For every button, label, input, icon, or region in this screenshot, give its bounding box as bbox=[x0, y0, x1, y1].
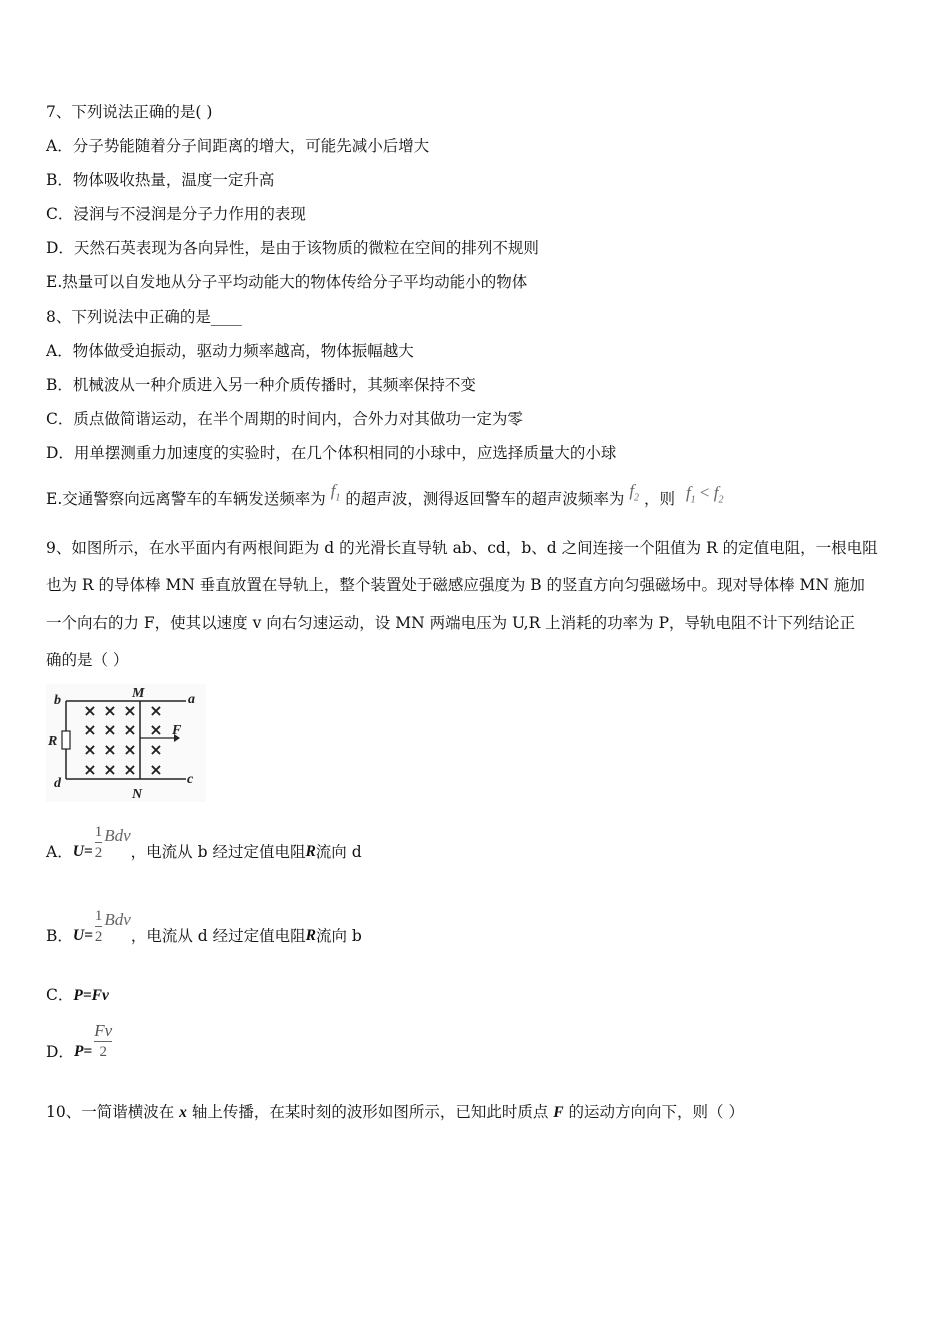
cmp-f1-subscript: 1 bbox=[690, 494, 696, 506]
q8-e-part3: ，则 bbox=[643, 490, 675, 508]
option-d-label: D． bbox=[46, 1043, 74, 1061]
q10-text1: 10、一简谐横波在 bbox=[46, 1103, 180, 1121]
q7-option-d: D．天然石英表现为各向异性，是由于该物质的微粒在空间的排列不规则 bbox=[46, 239, 539, 257]
fraction-bar bbox=[94, 1041, 112, 1042]
option-d-fraction bbox=[94, 1022, 112, 1061]
q10-f: F bbox=[553, 1104, 564, 1121]
field-cross: × bbox=[83, 701, 97, 720]
field-cross: × bbox=[149, 740, 163, 759]
q8-e-part1: E.交通警察向远离警车的车辆发送频率为 bbox=[46, 490, 326, 508]
field-cross: × bbox=[103, 740, 117, 759]
field-cross: × bbox=[149, 720, 163, 739]
option-a-text1: ，电流从 b 经过定值电阻 bbox=[130, 843, 306, 861]
q10-stem bbox=[46, 1101, 744, 1124]
option-b-r: R bbox=[305, 927, 316, 944]
label-d: d bbox=[54, 776, 61, 791]
field-cross: × bbox=[83, 720, 97, 739]
q7-option-a: A．分子势能随着分子间距离的增大，可能先减小后增大 bbox=[46, 137, 430, 155]
fraction-numerator: 1 bbox=[94, 907, 103, 924]
field-cross: × bbox=[103, 701, 117, 720]
q7-option-b: B．物体吸收热量，温度一定升高 bbox=[46, 171, 275, 189]
q9-stem-line2: 也为 R 的导体棒 MN 垂直放置在导轨上，整个装置处于磁感应强度为 B 的竖直方向匀强磁场中。现对导体棒 MN 施加 bbox=[46, 576, 865, 594]
q8-e-f2 bbox=[629, 481, 640, 504]
field-cross: × bbox=[123, 740, 137, 759]
option-a-r: R bbox=[305, 843, 316, 860]
fraction-bar bbox=[95, 926, 103, 927]
fraction-numerator: 1 bbox=[94, 823, 103, 840]
rail-circuit-figure bbox=[46, 684, 206, 802]
fraction-denominator: 2 bbox=[99, 1043, 107, 1060]
label-m: M bbox=[132, 686, 145, 701]
q8-option-e bbox=[46, 481, 724, 517]
resistor bbox=[62, 731, 70, 749]
q8-e-part2: 的超声波，测得返回警车的超声波频率为 bbox=[345, 490, 625, 508]
q7-option-e: E.热量可以自发地从分子平均动能大的物体传给分子平均动能小的物体 bbox=[46, 273, 528, 291]
option-b-expr: Bdv bbox=[104, 910, 131, 929]
option-b-text2: 流向 b bbox=[315, 927, 362, 945]
option-d-var: P= bbox=[73, 1043, 93, 1060]
q7-stem: 7、下列说法正确的是( ) bbox=[46, 103, 213, 121]
q8-option-d: D．用单摆测重力加速度的实验时，在几个体积相同的小球中，应选择质量大的小球 bbox=[46, 444, 617, 462]
option-c-expr: P=Fv bbox=[73, 987, 109, 1004]
option-a-text2: 流向 d bbox=[315, 843, 362, 861]
f2-subscript: 2 bbox=[634, 492, 640, 504]
q9-option-c bbox=[46, 984, 109, 1007]
q8-option-c: C．质点做简谐运动，在半个周期的时间内，合外力对其做功一定为零 bbox=[46, 410, 523, 428]
f2-symbol: f bbox=[629, 481, 635, 500]
option-b-text1: ，电流从 d 经过定值电阻 bbox=[130, 927, 306, 945]
f1-subscript: 1 bbox=[335, 492, 341, 504]
q9-option-b bbox=[46, 902, 362, 950]
fraction-numerator: Fv bbox=[94, 1020, 113, 1040]
field-cross: × bbox=[149, 760, 163, 779]
label-c: c bbox=[187, 772, 194, 787]
q9-stem-line3: 一个向右的力 F，使其以速度 v 向右匀速运动，设 MN 两端电压为 U,R 上消耗的功率为 P，导轨电阻不计下列结论正 bbox=[46, 614, 856, 632]
field-cross: × bbox=[123, 701, 137, 720]
option-a-var: U= bbox=[72, 843, 93, 860]
field-cross: × bbox=[149, 701, 163, 720]
field-cross: × bbox=[123, 720, 137, 739]
fraction-denominator: 2 bbox=[94, 844, 103, 861]
cmp-f2-symbol: f bbox=[713, 483, 719, 502]
q9-stem-line4: 确的是（ ） bbox=[46, 651, 129, 669]
q7-option-c: C．浸润与不浸润是分子力作用的表现 bbox=[46, 205, 306, 223]
cmp-f2-subscript: 2 bbox=[718, 494, 724, 506]
q10-text2: 轴上传播，在某时刻的波形如图所示，已知此时质点 bbox=[186, 1103, 554, 1121]
option-a-fraction bbox=[95, 823, 103, 862]
rail-circuit-svg bbox=[46, 684, 206, 802]
field-cross: × bbox=[103, 720, 117, 739]
magnetic-field-crosses bbox=[83, 701, 162, 779]
label-a: a bbox=[188, 692, 195, 707]
q8-e-compare bbox=[685, 483, 724, 506]
q10-text3: 的运动方向向下，则（ ） bbox=[563, 1103, 744, 1121]
label-n: N bbox=[132, 787, 143, 802]
field-cross: × bbox=[83, 760, 97, 779]
label-r: R bbox=[48, 734, 58, 749]
q9-option-d bbox=[46, 1017, 112, 1065]
fraction-bar bbox=[95, 842, 103, 843]
f1-symbol: f bbox=[330, 481, 336, 500]
fraction-denominator: 2 bbox=[94, 928, 103, 945]
q8-e-f1 bbox=[330, 481, 341, 504]
label-f: F bbox=[172, 723, 182, 738]
option-c-label: C． bbox=[46, 986, 74, 1004]
label-b: b bbox=[54, 693, 61, 708]
q9-stem-line1: 9、如图所示，在水平面内有两根间距为 d 的光滑长直导轨 ab、cd，b、d 之间连接一个阻值为 R 的定值电阻，一根电阻 bbox=[46, 539, 878, 557]
option-b-fraction bbox=[95, 907, 103, 946]
cmp-f1-symbol: f bbox=[685, 483, 691, 502]
option-a-expr: Bdv bbox=[104, 826, 131, 845]
q10-x: x bbox=[179, 1104, 187, 1121]
option-b-label: B． bbox=[46, 927, 73, 945]
field-cross: × bbox=[83, 740, 97, 759]
less-than-sign: < bbox=[699, 483, 710, 502]
option-b-var: U= bbox=[72, 927, 93, 944]
q8-option-a: A．物体做受迫振动，驱动力频率越高，物体振幅越大 bbox=[46, 342, 414, 360]
field-cross: × bbox=[123, 760, 137, 779]
q8-stem: 8、下列说法中正确的是____ bbox=[46, 308, 242, 326]
field-cross: × bbox=[103, 760, 117, 779]
q9-option-a bbox=[46, 818, 362, 866]
option-a-label: A． bbox=[46, 843, 73, 861]
q8-option-b: B．机械波从一种介质进入另一种介质传播时，其频率保持不变 bbox=[46, 376, 476, 394]
